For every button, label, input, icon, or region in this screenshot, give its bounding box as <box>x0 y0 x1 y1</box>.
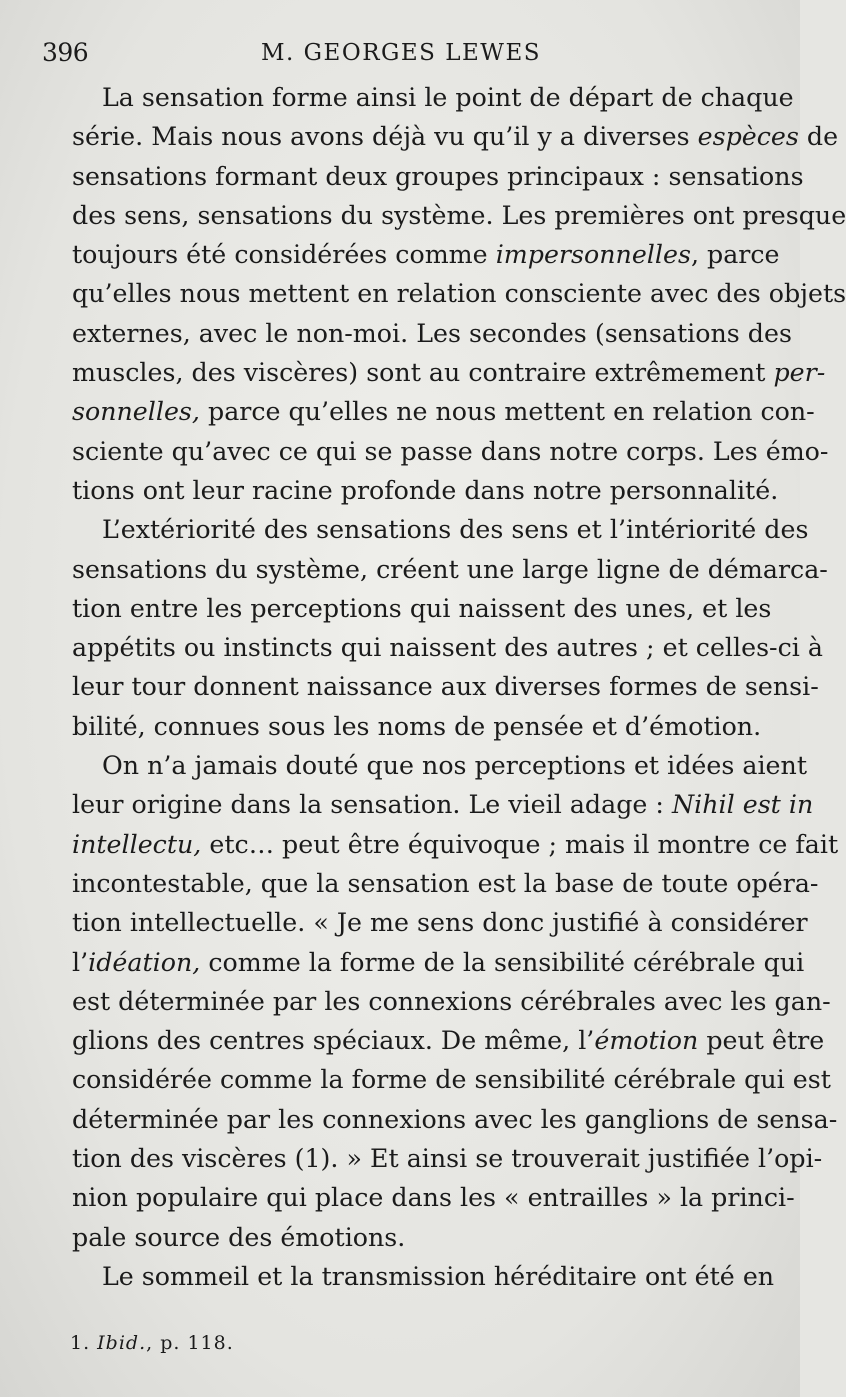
text-line <box>42 510 809 549</box>
footnote-suffix: , p. 118. <box>146 1332 234 1354</box>
page-header <box>42 34 760 78</box>
text-line <box>42 1100 838 1139</box>
text-run: sensations du système, créent une large ligne de démarca- <box>72 554 828 584</box>
text-run: leur tour donnent naissance aux diverses formes de sensi- <box>72 672 819 702</box>
text-line <box>42 667 819 706</box>
text-line <box>42 982 831 1021</box>
italic-text: intellectu, <box>72 829 202 859</box>
text-run: sciente qu’avec ce qui se passe dans notre corps. Les émo- <box>72 436 829 466</box>
text-run: série. Mais nous avons déjà vu qu’il y a diverses <box>72 122 698 152</box>
text-run: nion populaire qui place dans les « entrailles » la princi- <box>72 1183 795 1213</box>
italic-text: per- <box>773 358 826 388</box>
text-run: appétits ou instincts qui naissent des autres ; et celles-ci à <box>72 633 823 663</box>
text-line <box>42 1060 831 1099</box>
italic-text: espèces <box>697 122 799 152</box>
text-line <box>42 864 819 903</box>
text-line <box>42 314 792 353</box>
text-run: peut être <box>698 1026 825 1056</box>
text-line <box>42 392 815 431</box>
text-run: est déterminée par les connexions cérébrales avec les gan- <box>72 986 831 1016</box>
text-line <box>42 235 780 274</box>
text-line <box>42 157 804 196</box>
text-line <box>42 1178 795 1217</box>
text-line <box>42 589 772 628</box>
text-run: qu’elles nous mettent en relation consciente avec des objets <box>72 279 846 309</box>
text-line <box>42 1257 775 1296</box>
text-run: On n’a jamais douté que nos perceptions et idées aient <box>102 751 807 781</box>
text-run: etc… peut être équivoque ; mais il montre ce fait <box>201 829 839 859</box>
italic-text: émotion <box>594 1026 699 1056</box>
text-line <box>42 471 779 510</box>
text-run: La sensation forme ainsi le point de départ de chaque <box>102 83 794 112</box>
text-run: des sens, sensations du système. Les premières ont presque <box>72 200 846 230</box>
running-head: M. GEORGES LEWES <box>261 40 541 66</box>
text-run: L’extériorité des sensations des sens et l’intériorité des <box>102 515 809 545</box>
text-line <box>42 707 760 746</box>
text-line <box>42 628 823 667</box>
text-line <box>42 1218 760 1257</box>
paragraph <box>42 746 839 1257</box>
footnote-ibid: Ibid. <box>97 1332 147 1354</box>
text-run: l’ <box>72 947 89 977</box>
paragraph <box>42 78 846 510</box>
footnote-prefix: 1. <box>70 1332 98 1354</box>
italic-text: idéation, <box>88 947 201 977</box>
text-run: , parce <box>690 240 780 270</box>
text-run: de <box>798 122 839 152</box>
italic-text: impersonnelles <box>495 240 691 270</box>
footnote <box>70 1332 234 1354</box>
text-line <box>42 746 807 785</box>
page-number: 396 <box>42 38 89 67</box>
paragraph <box>42 510 828 746</box>
text-run: leur origine dans la sensation. Le vieil adage : <box>72 790 672 820</box>
italic-text: Nihil est in <box>671 790 814 820</box>
text-run: bilité, connues sous les noms de pensée et d’émotion. <box>72 711 762 741</box>
text-run: considérée comme la forme de sensibilité cérébrale qui est <box>72 1065 831 1095</box>
text-line <box>42 196 846 235</box>
text-run: tion des viscères (1). » Et ainsi se trouverait justifiée l’opi- <box>72 1144 823 1174</box>
text-run: sensations formant deux groupes principaux : sensations <box>72 161 804 191</box>
text-run: muscles, des viscères) sont au contraire extrêmement <box>72 358 774 388</box>
text-line <box>42 353 826 392</box>
text-line <box>42 274 846 313</box>
text-run: comme la forme de la sensibilité cérébrale qui <box>200 947 805 977</box>
text-run: externes, avec le non-moi. Les secondes (sensations des <box>72 318 792 348</box>
text-run: Le sommeil et la transmission héréditaire ont été en <box>102 1261 775 1291</box>
text-line <box>42 1139 823 1178</box>
text-line <box>42 78 794 117</box>
text-line <box>42 785 814 824</box>
text-run: tion intellectuelle. « Je me sens donc justifié à considérer <box>72 908 808 938</box>
text-run: incontestable, que la sensation est la base de toute opéra- <box>72 868 819 898</box>
text-run: toujours été considérées comme <box>72 240 496 270</box>
text-line <box>42 432 829 471</box>
text-line <box>42 943 805 982</box>
text-run: déterminée par les connexions avec les ganglions de sensa- <box>72 1104 838 1134</box>
text-line <box>42 550 828 589</box>
text-line <box>42 825 839 864</box>
text-run: pale source des émotions. <box>72 1222 406 1252</box>
text-line <box>42 117 839 156</box>
text-run: tion entre les perceptions qui naissent des unes, et les <box>72 593 772 623</box>
text-run: glions des centres spéciaux. De même, l’ <box>72 1026 595 1056</box>
text-line <box>42 903 808 942</box>
text-run: parce qu’elles ne nous mettent en relation con- <box>199 397 815 427</box>
paragraph <box>42 1257 775 1296</box>
text-run: tions ont leur racine profonde dans notre personnalité. <box>72 475 779 505</box>
italic-text: sonnelles, <box>72 397 200 427</box>
body-text <box>42 78 846 1296</box>
text-line <box>42 1021 825 1060</box>
